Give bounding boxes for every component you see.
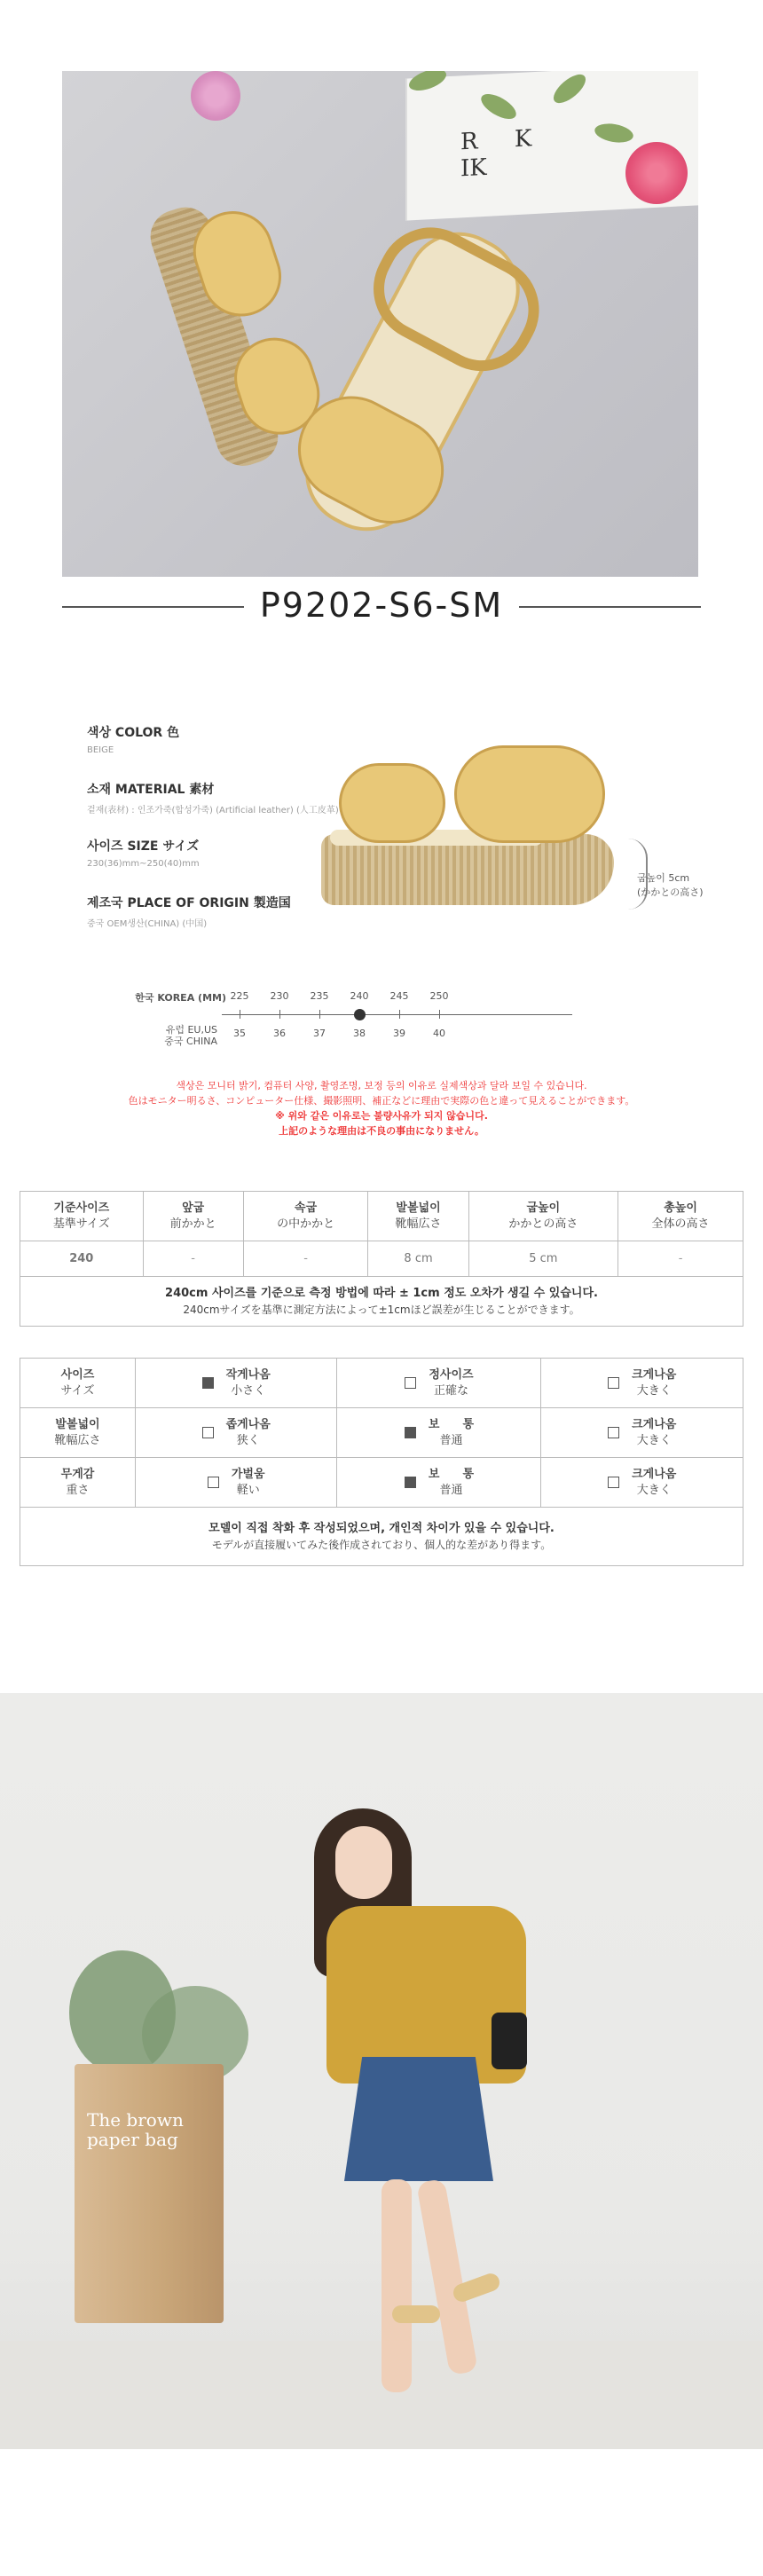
fit-table-note-row [20, 1508, 743, 1566]
product-photo [62, 71, 698, 577]
scale-korea-size: 225 [230, 990, 249, 1002]
fit-option-ko: 크게나옴 [632, 1417, 677, 1431]
scale-tick [319, 1010, 320, 1019]
product-code: P9202-S6-SM [259, 586, 504, 625]
fit-option-ja: 小さく [231, 1383, 266, 1398]
fit-option-label [429, 1367, 473, 1399]
header-ja: 基準サイズ [52, 1217, 110, 1231]
fit-note-ja: モデルが直接履いてみた後作成されており、個人的な差があり得ます。 [211, 1538, 552, 1551]
scale-eu-size: 38 [353, 1028, 366, 1039]
fit-option-ko: 좁게나옴 [225, 1417, 271, 1431]
fit-label-ja: 重さ [66, 1483, 90, 1497]
header-ja: 靴幅広さ [395, 1217, 442, 1231]
size-table-header [20, 1192, 743, 1241]
scale-korea-size: 250 [429, 990, 449, 1002]
size-note-ja: 240cmサイズを基準に測定方法によって±1cmほど誤差が生じることができます。 [183, 1303, 580, 1316]
scale-eu-size: 37 [313, 1028, 326, 1039]
size-table-value: 8 cm [368, 1241, 468, 1277]
notice-line-2: 色はモニター明るさ、コンピューター仕様、撮影照明、補正などに理由で実際の色と違って見えることができます。 [128, 1095, 635, 1107]
unchecked-box-icon [608, 1377, 619, 1389]
fit-label-ja: 靴幅広さ [54, 1433, 101, 1447]
fit-option-label [429, 1467, 474, 1499]
scale-eu-label: 유럽 EU,US [165, 1024, 217, 1036]
fit-label-ja: サイズ [60, 1383, 95, 1398]
checked-box-icon [405, 1477, 416, 1488]
size-conversion-scale [133, 985, 594, 1047]
header-ko: 총높이 [664, 1201, 697, 1215]
scale-korea-size: 245 [389, 990, 409, 1002]
size-table-note-row [20, 1277, 743, 1327]
header-ko: 기준사이즈 [53, 1201, 110, 1215]
size-table-value: - [143, 1241, 243, 1277]
fit-option-ja: 普通 [439, 1483, 463, 1497]
sandal-right [240, 188, 586, 574]
heel-height-ko: 굽높이 5cm [637, 872, 690, 884]
scale-tick [439, 1010, 440, 1019]
fit-label-ko: 사이즈 [60, 1367, 95, 1382]
size-table-value: - [618, 1241, 743, 1277]
fit-option-ja: 狭く [236, 1433, 260, 1447]
scale-eu-china-label [133, 1024, 217, 1047]
scale-china-label: 중국 CHINA [164, 1036, 217, 1047]
header-ko: 발볼넓이 [396, 1201, 441, 1215]
fit-table-note [20, 1508, 743, 1566]
notice-line-3: ※ 위와 같은 이유로는 불량사유가 되지 않습니다. [275, 1110, 488, 1122]
spec-color-value: BEIGE [87, 745, 114, 755]
size-table-header-cell [143, 1192, 243, 1241]
fit-option-ja: 軽い [236, 1483, 260, 1497]
fit-option-label [232, 1467, 265, 1499]
notice-line-1: 색상은 모니터 밝기, 컴퓨터 사양, 촬영조명, 보정 등의 이유로 실제색상과 달라 보일 수 있습니다. [176, 1080, 587, 1091]
fit-option-label [632, 1417, 676, 1449]
fit-option [541, 1408, 743, 1458]
unchecked-box-icon [405, 1377, 416, 1389]
scale-korea-size: 240 [350, 990, 369, 1002]
fit-table [20, 1358, 743, 1566]
sandal-side-photo [321, 745, 614, 914]
heel-height-ja: (かかとの高さ) [637, 886, 704, 898]
size-table-value: 5 cm [468, 1241, 618, 1277]
unchecked-box-icon [202, 1427, 214, 1438]
fit-option-label [632, 1367, 676, 1399]
title-divider-right [519, 606, 701, 608]
fit-option-ko: 작게나옴 [225, 1367, 271, 1382]
spec-origin-label: 제조국 PLACE OF ORIGIN 製造国 [87, 896, 291, 910]
size-table [20, 1191, 743, 1327]
model-sandal [392, 2305, 440, 2323]
header-ja: の中かかと [277, 1217, 335, 1231]
size-table-header-cell [368, 1192, 468, 1241]
checked-box-icon [405, 1427, 416, 1438]
model-crossbody-bag [492, 2013, 527, 2069]
scale-tick [399, 1010, 400, 1019]
fit-row-label [20, 1359, 136, 1408]
header-ko: 굽높이 [526, 1201, 561, 1215]
book-prop: R K IK [405, 71, 698, 221]
header-ja: かかとの高さ [508, 1217, 578, 1231]
fit-table-row [20, 1408, 743, 1458]
unchecked-box-icon [608, 1427, 619, 1438]
size-table-values [20, 1241, 743, 1277]
fit-table-row [20, 1359, 743, 1408]
fit-option-label [226, 1417, 271, 1449]
size-table-value: 240 [20, 1241, 144, 1277]
size-table-header-cell [468, 1192, 618, 1241]
size-table-value: - [243, 1241, 368, 1277]
header-ko: 앞굽 [182, 1201, 205, 1215]
fit-option-ko: 크게나옴 [632, 1367, 677, 1382]
model-face [335, 1826, 392, 1899]
spec-origin-value: 중국 OEM생산(CHINA) (中国) [87, 919, 208, 929]
scale-eu-size: 39 [393, 1028, 405, 1039]
scale-korea-label: 한국 KOREA (MM) [135, 992, 226, 1004]
heel-height-note [637, 871, 704, 900]
fit-option [337, 1408, 541, 1458]
scale-eu-size: 35 [233, 1028, 246, 1039]
fit-label-ko: 발볼넓이 [55, 1417, 100, 1431]
fit-table-row [20, 1458, 743, 1508]
fit-option-ko: 크게나옴 [632, 1467, 677, 1481]
size-table-header-cell [243, 1192, 368, 1241]
fit-option [136, 1458, 337, 1508]
unchecked-box-icon [608, 1477, 619, 1488]
fit-note-ko: 모델이 직접 착화 후 작성되었으며, 개인적 차이가 있을 수 있습니다. [208, 1521, 555, 1535]
scale-selected-marker [354, 1009, 366, 1020]
fit-option [337, 1359, 541, 1408]
fit-option-ja: 正確な [433, 1383, 468, 1398]
paper-bag [75, 2064, 224, 2323]
scale-eu-size: 40 [433, 1028, 445, 1039]
fit-row-label [20, 1458, 136, 1508]
fit-option [541, 1458, 743, 1508]
spec-material-value: 겉재(表材) : 인조가죽(합성가죽) (Artificial leather) (人工皮革) [87, 806, 339, 815]
rose-flower [625, 142, 688, 204]
model-leg [382, 2179, 412, 2392]
fit-option-label [429, 1417, 474, 1449]
fit-option-ja: 普通 [439, 1433, 463, 1447]
scale-eu-size: 36 [273, 1028, 286, 1039]
header-ko: 속굽 [295, 1201, 318, 1215]
spec-material-label: 소재 MATERIAL 素材 [87, 783, 215, 797]
size-table-header-cell [20, 1192, 144, 1241]
checked-box-icon [202, 1377, 214, 1389]
fit-option-ko: 보 통 [428, 1467, 475, 1481]
color-notice [80, 1078, 683, 1138]
fit-option-label [632, 1467, 676, 1499]
fit-option [136, 1359, 337, 1408]
spec-size-value: 230(36)mm~250(40)mm [87, 859, 200, 869]
size-table-header-cell [618, 1192, 743, 1241]
fit-option [541, 1359, 743, 1408]
fit-option-ko: 가벌움 [231, 1467, 265, 1481]
scale-tick [279, 1010, 280, 1019]
scale-korea-size: 235 [310, 990, 329, 1002]
fit-option-ja: 大きく [636, 1433, 672, 1447]
pink-flower [191, 71, 240, 121]
paper-bag-text: The brown paper bag [87, 2109, 184, 2150]
fit-option-ko: 보 통 [428, 1417, 475, 1431]
fit-option-ja: 大きく [636, 1383, 672, 1398]
spec-color-label: 색상 COLOR 色 [87, 726, 180, 740]
fit-label-ko: 무게감 [60, 1467, 95, 1481]
fit-option-ja: 大きく [636, 1483, 672, 1497]
scale-korea-size: 230 [270, 990, 289, 1002]
notice-line-4: 上記のような理由は不良の事由になりません。 [279, 1125, 484, 1137]
unchecked-box-icon [208, 1477, 219, 1488]
fit-option [337, 1458, 541, 1508]
spec-size-label: 사이즈 SIZE サイズ [87, 839, 200, 854]
fit-row-label [20, 1408, 136, 1458]
size-note-ko: 240cm 사이즈를 기준으로 측정 방법에 따라 ± 1cm 정도 오차가 생길 수 있습니다. [165, 1286, 598, 1300]
fit-option-label [226, 1367, 271, 1399]
header-ja: 全体の高さ [651, 1217, 710, 1231]
fit-option [136, 1408, 337, 1458]
size-table-note [20, 1277, 743, 1327]
scale-axis [222, 1014, 572, 1015]
model-photo [0, 1693, 763, 2449]
header-ja: 前かかと [169, 1217, 216, 1231]
fit-option-ko: 정사이즈 [429, 1367, 474, 1382]
model-denim-skirt [344, 2057, 493, 2181]
